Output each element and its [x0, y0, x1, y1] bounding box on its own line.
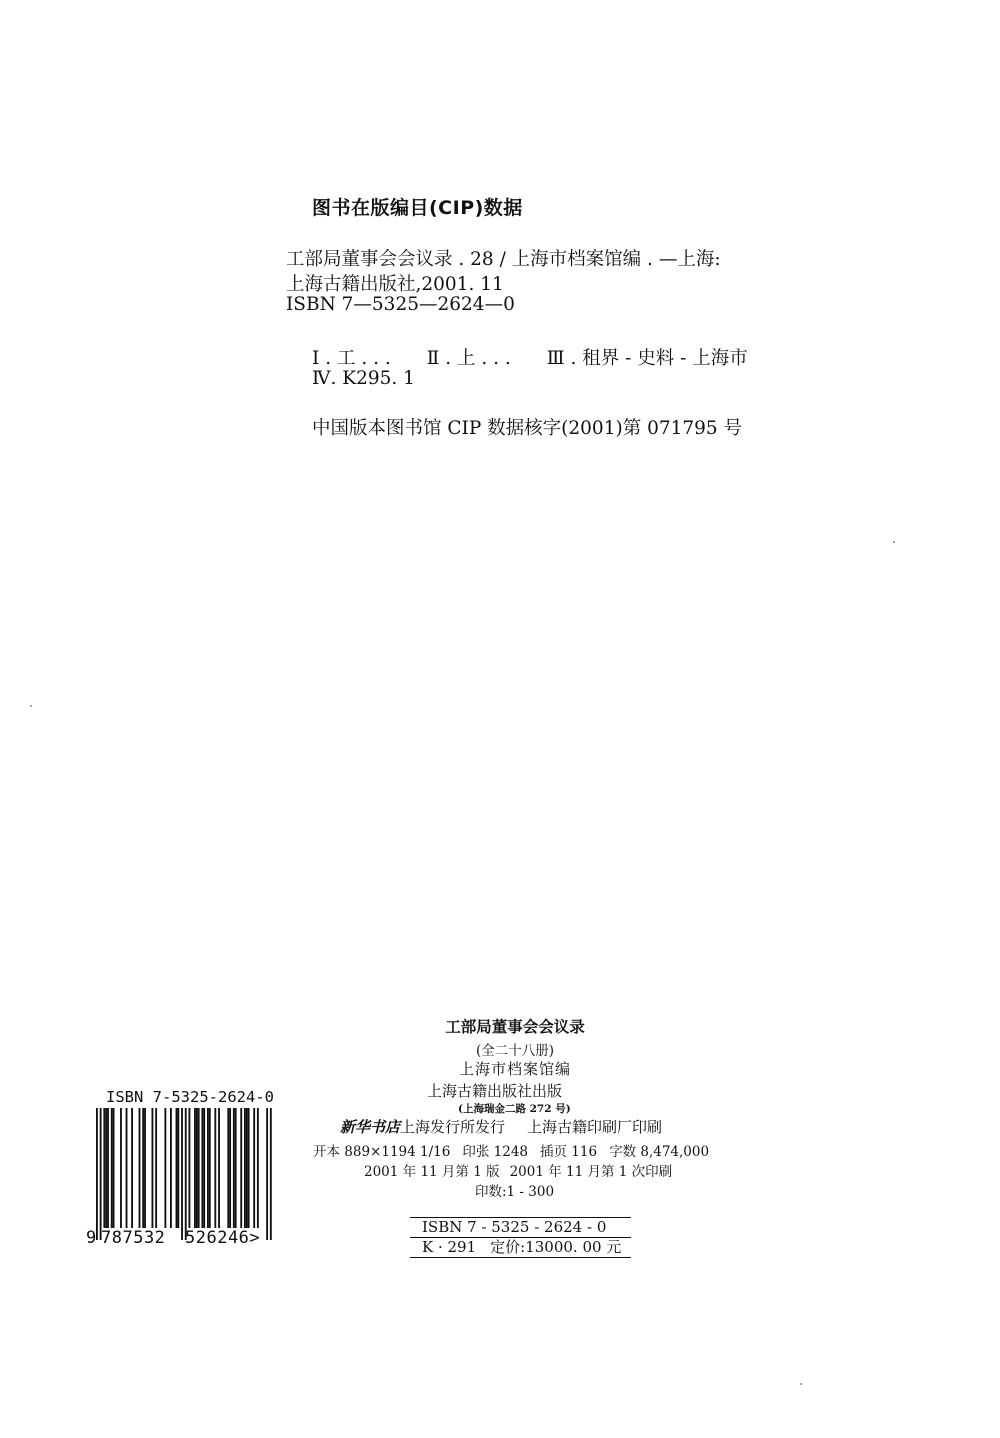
barcode-bar: [96, 1108, 98, 1240]
colophon-edition-line: [364, 1160, 672, 1180]
barcode-digits-left: 787532: [101, 1228, 166, 1248]
cip-bibliographic-line: 工部局董事会会议录 . 28 / 上海市档案馆编 . —上海:: [286, 249, 721, 270]
barcode-arrow: >: [249, 1228, 260, 1248]
price-box-price-row: [410, 1238, 631, 1257]
colophon-printer: 上海古籍印刷厂印刷: [527, 1118, 663, 1136]
barcode-bar: [201, 1108, 203, 1228]
barcode-bar: [164, 1108, 166, 1228]
cip-title: 图书在版编目(CIP)数据: [312, 197, 523, 219]
colophon-sheets: 印张 1248: [462, 1144, 528, 1160]
cip-subject-line: [312, 344, 748, 370]
barcode-bar: [240, 1108, 242, 1228]
barcode-bar: [218, 1108, 220, 1228]
barcode-bar: [177, 1108, 179, 1228]
barcode-bar: [152, 1108, 154, 1228]
colophon-distributor: 上海发行所发行: [400, 1118, 506, 1136]
colophon-publisher: 上海古籍出版社出版: [427, 1082, 563, 1100]
barcode-bar: [246, 1108, 248, 1228]
colophon-address: (上海瑞金二路 272 号): [458, 1103, 571, 1115]
colophon-edition: 2001 年 11 月第 1 版: [364, 1164, 500, 1180]
cip-isbn-line: ISBN 7—5325—2624—0: [286, 294, 515, 315]
colophon-printing: 2001 年 11 月第 1 次印刷: [509, 1164, 673, 1180]
barcode-bar: [113, 1108, 115, 1228]
barcode-bar: [105, 1108, 107, 1228]
barcode-bar: [248, 1108, 250, 1228]
barcode-bar: [214, 1108, 216, 1228]
barcode-bar: [194, 1108, 196, 1228]
cip-subject-2: Ⅱ . 上 . . .: [426, 348, 511, 369]
colophon-plates: 插页 116: [540, 1144, 598, 1160]
barcode-digits-right: 526246: [185, 1228, 250, 1248]
barcode-bar: [257, 1108, 259, 1228]
barcode-bar: [103, 1108, 105, 1228]
scan-speck: [30, 705, 32, 707]
price-box-class-code: K · 291: [422, 1238, 477, 1256]
barcode-digits: [86, 1228, 260, 1248]
scan-speck: [800, 1383, 802, 1385]
scan-speck: [893, 541, 895, 543]
price-box-price: 定价:13000. 00 元: [490, 1238, 622, 1256]
barcode-bar: [198, 1108, 200, 1228]
cip-verification: 中国版本图书馆 CIP 数据核字(2001)第 071795 号: [312, 418, 743, 439]
price-box-isbn: ISBN 7 - 5325 - 2624 - 0: [410, 1218, 631, 1238]
barcode-bar: [155, 1108, 157, 1228]
barcode-bar: [227, 1108, 229, 1228]
barcode-bar: [185, 1108, 187, 1240]
colophon-volumes: (全二十八册): [475, 1043, 555, 1059]
barcode-bar: [181, 1108, 183, 1240]
barcode-bar: [131, 1108, 133, 1228]
colophon-print-run: 印数:1 - 300: [475, 1184, 555, 1200]
barcode-bar: [142, 1108, 144, 1228]
colophon-title: 工部局董事会会议录: [445, 1018, 585, 1036]
colophon-distribution: [340, 1116, 662, 1137]
price-box: [410, 1217, 631, 1258]
colophon-editor: 上海市档案馆编: [458, 1060, 571, 1078]
barcode-bar: [126, 1108, 128, 1228]
barcode-bar: [229, 1108, 231, 1228]
barcode-bar: [233, 1108, 235, 1228]
barcode-bar: [111, 1108, 113, 1228]
barcode-bar: [235, 1108, 237, 1228]
xinhua-bookstore-logo: 新华书店: [340, 1118, 401, 1136]
barcode-digit-first: 9: [86, 1228, 97, 1248]
colophon-specs: [313, 1140, 709, 1160]
barcode-bar: [207, 1108, 209, 1228]
barcode-bar: [196, 1108, 198, 1228]
barcode-bar: [189, 1108, 191, 1228]
barcode-bar: [253, 1108, 255, 1228]
colophon-word-count: 字数 8,474,000: [609, 1144, 710, 1160]
ean-barcode: [96, 1108, 286, 1248]
cip-subject-1: Ⅰ . 工 . . .: [312, 348, 391, 369]
cip-classification: Ⅳ. K295. 1: [312, 368, 415, 389]
barcode-bar: [244, 1108, 246, 1228]
barcode-isbn-label: ISBN 7-5325-2624-0: [106, 1088, 274, 1106]
barcode-bar: [107, 1108, 109, 1228]
barcode-bar: [100, 1108, 102, 1240]
barcode-bar: [176, 1108, 178, 1228]
colophon-format: 开本 889×1194 1/16: [313, 1144, 451, 1160]
cip-publication-line: 上海古籍出版社,2001. 11: [286, 274, 504, 295]
barcode-bar: [209, 1108, 211, 1228]
barcode-bar: [120, 1108, 122, 1228]
barcode-bar: [203, 1108, 205, 1228]
barcode-bar: [266, 1108, 268, 1240]
barcode-bar: [144, 1108, 146, 1228]
barcode-bar: [270, 1108, 272, 1240]
cip-subject-3: Ⅲ . 租界 - 史料 - 上海市: [546, 348, 748, 369]
barcode-bar: [170, 1108, 172, 1228]
barcode-bar: [139, 1108, 141, 1228]
